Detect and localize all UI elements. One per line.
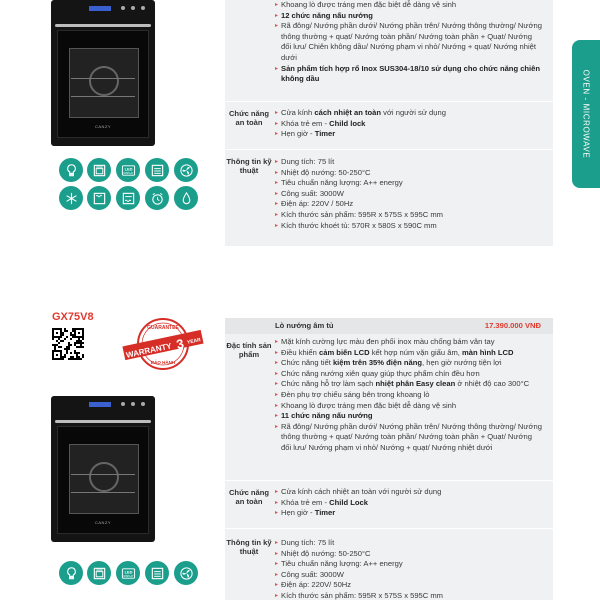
oven-rack: [71, 492, 135, 493]
feature-item: [275, 348, 550, 359]
product-name: Lò nướng âm tủ: [275, 321, 334, 330]
safety-row-bottom: [225, 483, 553, 527]
svg-text:LED: LED: [124, 166, 132, 171]
list-item-text: Cửa kính cách nhiệt an toàn với người sử dụng: [281, 487, 442, 496]
bullet-icon: ▸: [275, 561, 279, 568]
oven-display: [89, 6, 111, 11]
oven-rack: [71, 474, 135, 475]
safety-label: Chức năng an toàn: [228, 109, 270, 127]
features-label: Đặc tính sản phẩm: [226, 341, 272, 359]
list-item-text: thông thường + quạt/ Nướng toàn phần/ Nướng toàn phần + Quạt/ Nướng: [281, 432, 532, 442]
qr-module: [70, 338, 72, 340]
qr-module: [82, 342, 84, 344]
oven-handle: [55, 24, 151, 27]
list-item-text: Dung tích: 75 lít: [281, 157, 335, 166]
category-side-tab[interactable]: [572, 40, 600, 188]
feature-item: [275, 53, 550, 64]
specs-row-bottom: [225, 534, 553, 600]
qr-module: [66, 336, 68, 338]
bullet-icon: ▸: [275, 211, 279, 218]
spec-item: [275, 570, 550, 581]
divider: [225, 101, 553, 102]
qr-module: [60, 336, 62, 338]
qr-module: [62, 358, 64, 360]
bullet-icon: ▸: [275, 582, 279, 589]
features-list-bottom: [275, 337, 550, 454]
specs-label: Thông tin kỹ thuật: [226, 157, 272, 175]
list-item-text: 12 chức năng nấu nướng: [281, 10, 373, 20]
oven-knob: [121, 402, 125, 406]
feature-item: [275, 32, 550, 43]
list-item-text: Chức năng tiết: [281, 358, 333, 368]
list-item-text: Cửa kính: [281, 108, 315, 117]
oven-fan: [89, 66, 119, 96]
bullet-icon: ▸: [275, 120, 279, 127]
feature-item: [275, 358, 550, 369]
qr-module: [52, 338, 54, 340]
spec-item: [275, 549, 550, 560]
bullet-icon: ▸: [275, 550, 279, 557]
bullet-icon: ▸: [275, 110, 279, 116]
spec-item: [275, 189, 550, 200]
safety-row-top: [225, 104, 553, 148]
bullet-icon: ▸: [275, 360, 279, 367]
oven-fan: [89, 462, 119, 492]
list-item-text: Kích thước sản phẩm: 595R x 575S x 595C mm: [281, 209, 444, 219]
spec-item: [275, 157, 550, 168]
qr-module: [78, 352, 80, 354]
bullet-icon: ▸: [275, 592, 279, 599]
divider: [225, 149, 553, 150]
safety-label: Chức năng an toàn: [228, 488, 270, 506]
spec-table-bottom: [225, 318, 553, 600]
list-item-text: Đèn phụ trợ chiếu sáng bên trong khoang lò: [281, 389, 430, 399]
badge-year-word: YEAR: [186, 337, 202, 346]
bullet-icon: ▸: [275, 222, 279, 229]
list-item-text: Dung tích: 75 lít: [281, 538, 335, 547]
specs-list-top: [275, 157, 550, 231]
list-item-text: Điện áp: 220V / 50Hz: [281, 199, 354, 209]
feature-item: [275, 422, 550, 433]
warranty-badge: [120, 316, 206, 372]
list-item-text: Nhiệt độ nướng: 50-250°C: [281, 167, 371, 177]
list-item-text: Kích thước sản phẩm: 595R x 575S x 595C mm: [281, 590, 444, 600]
bullet-icon: ▸: [275, 370, 279, 377]
divider: [225, 528, 553, 529]
spec-item: [275, 199, 550, 210]
qr-module: [56, 332, 58, 334]
list-item-text: ở nhiệt độ cao 300°C: [455, 379, 530, 389]
led-display-icon: [116, 561, 140, 585]
qr-module: [70, 344, 72, 346]
feature-item: [275, 379, 550, 390]
list-item-text: Child lock: [329, 118, 366, 128]
qr-module: [58, 342, 60, 344]
oven-brand: CANZY: [95, 520, 112, 525]
qr-module: [66, 352, 68, 354]
fan-icon: [174, 158, 198, 182]
oven-knob: [131, 402, 135, 406]
product-price: 17.390.000 VNĐ: [484, 321, 541, 330]
spec-item: [275, 210, 550, 221]
list-item-text: Khóa trẻ em -: [281, 118, 330, 128]
list-item-text: , hẹn giờ nướng tiện lợi: [422, 358, 502, 368]
list-item-text: màn hình LCD: [462, 347, 514, 357]
list-item-text: đối lưu/ Nướng phạm vi nhỏ/ Nướng + quạt/ Nướng nhiệt dưới: [281, 442, 493, 452]
features-row-top: [225, 0, 553, 100]
category-side-tab-label: OVEN - MICROWAVE: [581, 69, 591, 159]
list-item-text: Timer: [314, 508, 336, 518]
feature-item: [275, 64, 550, 75]
feature-item: [275, 432, 550, 443]
qr-module: [78, 332, 80, 334]
safety-item: [275, 129, 550, 140]
bullet-icon: ▸: [275, 413, 279, 420]
feature-item: [275, 42, 550, 53]
divider: [225, 480, 553, 481]
list-item-text: không dầu: [281, 74, 320, 84]
list-item-text: Kích thước khoét tủ: 570R x 580S x 590C mm: [281, 220, 437, 230]
oven-knob: [141, 6, 145, 10]
bullet-icon: ▸: [275, 159, 279, 165]
oven-grill-icon: [145, 561, 169, 585]
bullet-icon: ▸: [275, 131, 279, 138]
bullet-icon: ▸: [275, 12, 279, 19]
list-item-text: Điện áp: 220V/ 50Hz: [281, 580, 352, 590]
list-item-text: Tiêu chuẩn năng lượng: A++ energy: [281, 178, 403, 188]
svg-text:LED: LED: [124, 569, 132, 574]
qr-module: [64, 338, 66, 340]
list-item-text: dưới: [281, 52, 297, 62]
alarm-clock-icon: [145, 186, 169, 210]
badge-bottom-text: BẢO HÀNH: [150, 360, 176, 365]
specs-list-bottom: [275, 538, 550, 602]
list-item-text: kiệm trên 35% điện năng: [332, 358, 422, 368]
spec-item: [275, 221, 550, 232]
qr-module: [66, 330, 68, 332]
feature-item: [275, 411, 550, 422]
list-item-text: đối lưu/ Chiên không dầu/ Nướng phạm vi nhỏ/ Nướng + quạt/ Nướng nhiệt: [281, 42, 537, 52]
svg-text:DISPLAY: DISPLAY: [122, 574, 134, 578]
svg-text:DISPLAY: DISPLAY: [122, 171, 134, 175]
list-item-text: Mặt kính cường lực màu đen phối inox màu chống bám vân tay: [281, 337, 495, 346]
qr-module: [62, 334, 64, 336]
list-item-text: 11 chức năng nấu nướng: [281, 411, 373, 421]
safety-item: [275, 508, 550, 519]
list-item-text: Công suất: 3000W: [281, 569, 344, 579]
bullet-icon: ▸: [275, 169, 279, 176]
safety-list-bottom: [275, 487, 550, 519]
list-item-text: Tiêu chuẩn năng lượng: A++ energy: [281, 559, 403, 569]
safety-item: [275, 108, 550, 119]
features-list-top: [275, 0, 550, 85]
feature-item: [275, 401, 550, 412]
bullet-icon: ▸: [275, 381, 279, 388]
list-item-text: Công suất: 3000W: [281, 188, 344, 198]
bullet-icon: ▸: [275, 339, 279, 345]
safety-item: [275, 487, 550, 498]
bullet-icon: ▸: [275, 540, 279, 546]
list-item-text: Khóa trẻ em -: [281, 497, 330, 507]
oven-rack: [71, 96, 135, 97]
list-item-text: Rã đông/ Nướng phần dưới/ Nướng phần trên/ Nướng thông thường/ Nướng: [281, 21, 542, 31]
qr-module: [70, 352, 72, 354]
bullet-icon: ▸: [275, 571, 279, 578]
list-item-text: Khoang lò được tráng men đặc biệt dễ dàng vệ sinh: [281, 400, 457, 410]
oven-knob: [141, 402, 145, 406]
snowflake-icon: [59, 186, 83, 210]
bullet-icon: ▸: [275, 65, 279, 72]
qr-module: [60, 346, 62, 348]
bullet-icon: ▸: [275, 180, 279, 187]
oven-grill-icon: [145, 158, 169, 182]
lamp-icon: [59, 158, 83, 182]
list-item-text: nhiệt phân Easy clean: [375, 379, 456, 389]
list-item-text: Child Lock: [329, 497, 368, 507]
spec-item: [275, 580, 550, 591]
oven-knob: [131, 6, 135, 10]
oven-knob: [121, 6, 125, 10]
spec-item: [275, 168, 550, 179]
list-item-text: cách nhiệt an toàn: [314, 108, 382, 117]
list-item-text: Timer: [314, 129, 336, 139]
feature-item: [275, 390, 550, 401]
spec-table-top: [225, 0, 553, 246]
list-item-text: Nhiệt độ nướng: 50-250°C: [281, 548, 371, 558]
oven-display: [89, 402, 111, 407]
fan-icon: [174, 561, 198, 585]
list-item-text: với người sử dụng: [381, 108, 446, 117]
led-display-icon: [116, 158, 140, 182]
qr-module: [64, 356, 66, 358]
feature-item: [275, 337, 550, 348]
qr-module: [56, 354, 58, 356]
spec-item: [275, 178, 550, 189]
specs-row-top: [225, 153, 553, 243]
list-item-text: Điều khiển: [281, 347, 319, 357]
oven-icon: [87, 158, 111, 182]
bullet-icon: ▸: [275, 499, 279, 506]
list-item-text: Hẹn giờ -: [281, 129, 315, 139]
qr-module: [82, 338, 84, 340]
product-header: [225, 318, 553, 334]
oven-icon: [87, 561, 111, 585]
badge-main-text: WARRANTY: [125, 341, 173, 360]
list-item-text: Sản phẩm tích hợp rổ Inox SUS304-18/10 sử dụng cho chức năng chiên: [281, 63, 541, 73]
bullet-icon: ▸: [275, 201, 279, 208]
bullet-icon: ▸: [275, 349, 279, 356]
bullet-icon: ▸: [275, 489, 279, 495]
safety-list-top: [275, 108, 550, 140]
feature-item: [275, 0, 550, 11]
feature-item: [275, 443, 550, 454]
top-heat-icon: [87, 186, 111, 210]
badge-years: 3: [175, 335, 186, 352]
bullet-icon: ▸: [275, 402, 279, 409]
list-item-text: kết hợp núm vặn giấu âm,: [369, 347, 462, 357]
lamp-icon: [59, 561, 83, 585]
qr-code[interactable]: [52, 328, 84, 360]
list-item-text: thông thường + quạt/ Nướng toàn phần/ Nướng toàn phần + Quạt/ Nướng: [281, 31, 532, 41]
safety-item: [275, 119, 550, 130]
safety-item: [275, 498, 550, 509]
list-item-text: Chức năng nướng xiên quay giúp thực phẩm chín đều hơn: [281, 368, 480, 378]
badge-top-text: GUARANTEE: [147, 325, 179, 331]
product-image-bottom: [51, 396, 155, 542]
qr-module: [68, 348, 70, 350]
bullet-icon: ▸: [275, 423, 279, 430]
feature-item: [275, 74, 550, 85]
list-item-text: Rã đông/ Nướng phần dưới/ Nướng phần trên/ Nướng thông thường/ Nướng: [281, 421, 542, 431]
spec-item: [275, 538, 550, 549]
oven-brand: CANZY: [95, 124, 112, 129]
specs-label: Thông tin kỹ thuật: [226, 538, 272, 556]
list-item-text: cảm biến LCD: [319, 347, 370, 357]
bullet-icon: ▸: [275, 391, 279, 398]
features-row-bottom: [225, 337, 553, 479]
bullet-icon: ▸: [275, 23, 279, 30]
bullet-icon: ▸: [275, 190, 279, 197]
bullet-icon: ▸: [275, 2, 279, 8]
list-item-text: Chức năng hỗ trợ làm sạch: [281, 379, 376, 389]
list-item-text: Khoang lò được tráng men đặc biệt dễ dàng vệ sinh: [281, 0, 457, 9]
oven-rack: [71, 78, 135, 79]
feature-item: [275, 11, 550, 22]
product-image-top: [51, 0, 155, 146]
spec-item: [275, 559, 550, 570]
bullet-icon: ▸: [275, 510, 279, 517]
defrost-drop-icon: [174, 186, 198, 210]
oven-handle: [55, 420, 151, 423]
bottom-heat-icon: [116, 186, 140, 210]
qr-module: [82, 346, 84, 348]
qr-module: [80, 358, 82, 360]
qr-module: [62, 340, 64, 342]
list-item-text: Hẹn giờ -: [281, 508, 315, 518]
product-code: GX75V8: [52, 311, 94, 323]
feature-item: [275, 21, 550, 32]
qr-module: [82, 356, 84, 358]
feature-item: [275, 369, 550, 380]
